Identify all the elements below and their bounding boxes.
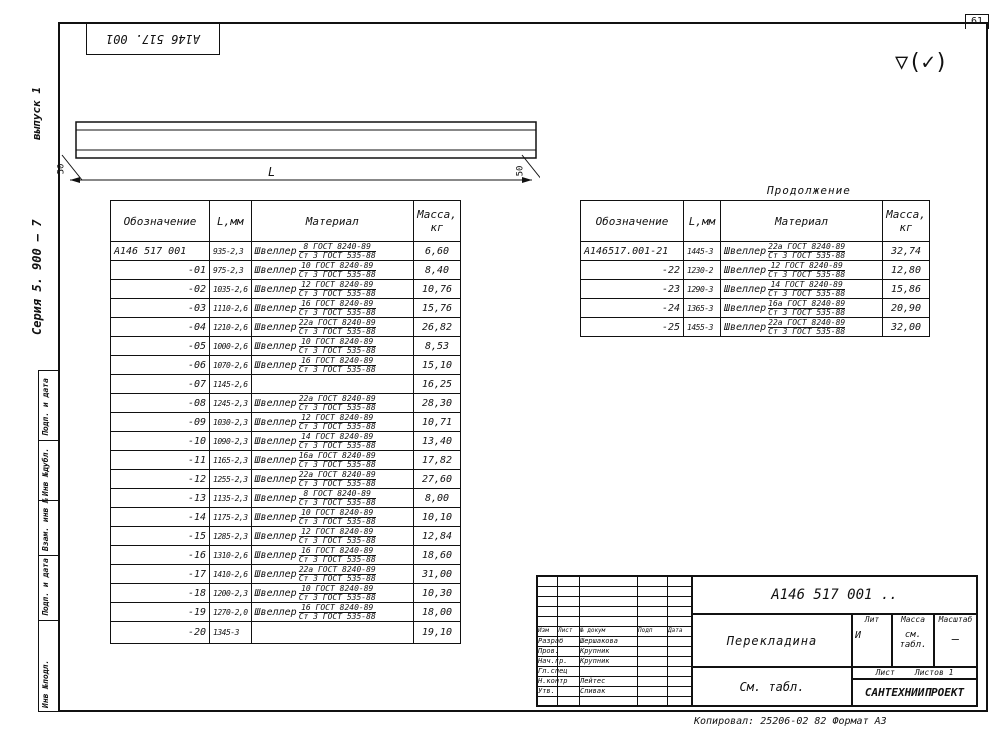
cell-length: 935-2,3 bbox=[210, 242, 252, 261]
cell-length: 1290-3 bbox=[684, 280, 721, 299]
table-row bbox=[111, 546, 461, 565]
cell-material: Швеллер $\frac{\text{22а ГОСТ 8240-89}}{\text{Ст 3 ГОСТ 535-88}}$ bbox=[251, 394, 413, 413]
cell-mass: 10,30 bbox=[414, 584, 461, 603]
cell-mass: 26,82 bbox=[414, 318, 461, 337]
cell-material: Швеллер $\frac{\text{10 ГОСТ 8240-89}}{\text{Ст 3 ГОСТ 535-88}}$ bbox=[251, 261, 413, 280]
table-row bbox=[111, 394, 461, 413]
cell-material: Швеллер $\frac{\text{10 ГОСТ 8240-89}}{\text{Ст 3 ГОСТ 535-88}}$ bbox=[251, 584, 413, 603]
cell-code: А146517.001-21 bbox=[581, 242, 684, 261]
spec-table-right bbox=[580, 200, 930, 337]
cell-mass: 10,10 bbox=[414, 508, 461, 527]
cell-material: Швеллер $\frac{\text{10 ГОСТ 8240-89}}{\text{Ст 3 ГОСТ 535-88}}$ bbox=[251, 337, 413, 356]
cell-mass: 18,00 bbox=[414, 603, 461, 622]
dim-arrow-right bbox=[522, 177, 532, 183]
cell-material: Швеллер $\frac{\text{14 ГОСТ 8240-89}}{\text{Ст 3 ГОСТ 535-88}}$ bbox=[721, 280, 883, 299]
cell-code: -15 bbox=[111, 527, 210, 546]
cell-material: Швеллер $\frac{\text{22а ГОСТ 8240-89}}{\text{Ст 3 ГОСТ 535-88}}$ bbox=[251, 470, 413, 489]
part-name: Перекладина bbox=[726, 633, 818, 648]
cell-material: Швеллер $\frac{\text{10 ГОСТ 8240-89}}{\text{Ст 3 ГОСТ 535-88}}$ bbox=[251, 508, 413, 527]
cell-length: 1110-2,6 bbox=[210, 299, 252, 318]
cell-mass: 18,60 bbox=[414, 546, 461, 565]
table-row bbox=[111, 622, 461, 644]
cell-mass: 15,86 bbox=[883, 280, 930, 299]
series-label: Серия 5. 900 – 7 bbox=[30, 219, 44, 335]
rev-header: Подп bbox=[638, 627, 653, 634]
cell-code: -10 bbox=[111, 432, 210, 451]
cell-mass: 32,74 bbox=[883, 242, 930, 261]
scale-cell bbox=[934, 614, 977, 667]
role-label: Н.контр bbox=[538, 677, 568, 685]
cell-mass: 31,00 bbox=[414, 565, 461, 584]
table-row bbox=[111, 318, 461, 337]
rev-grid-col bbox=[637, 576, 638, 706]
role-label: Разраб bbox=[538, 637, 564, 645]
table-row bbox=[111, 489, 461, 508]
rev-grid-line bbox=[537, 696, 692, 697]
header-mass: Масса, кг bbox=[414, 201, 461, 242]
page-number: 61 bbox=[965, 14, 989, 29]
rev-grid-line bbox=[537, 686, 692, 687]
lit-value: И bbox=[855, 630, 862, 641]
copy-line: Копировал: 25206-02 82 Формат А3 bbox=[694, 716, 887, 727]
sheet-label: Лист bbox=[875, 668, 895, 677]
sheets-label: Листов 1 bbox=[914, 668, 954, 677]
cell-material: Швеллер $\frac{\text{16 ГОСТ 8240-89}}{\text{Ст 3 ГОСТ 535-88}}$ bbox=[251, 356, 413, 375]
mass-cell bbox=[892, 614, 934, 667]
header-code: Обозначение bbox=[111, 201, 210, 242]
cell-code: -01 bbox=[111, 261, 210, 280]
cell-mass: 12,84 bbox=[414, 527, 461, 546]
cell-length: 1030-2,3 bbox=[210, 413, 252, 432]
sidebar-divider bbox=[38, 500, 58, 501]
cell-length: 1270-2,0 bbox=[210, 603, 252, 622]
cell-code: -24 bbox=[581, 299, 684, 318]
table-row bbox=[111, 356, 461, 375]
org-name: САНТЕХНИИПРОЕКТ bbox=[864, 686, 965, 699]
cell-length: 1410-2,6 bbox=[210, 565, 252, 584]
sidebar-divider bbox=[38, 440, 58, 441]
cell-mass: 8,53 bbox=[414, 337, 461, 356]
cell-code: -25 bbox=[581, 318, 684, 337]
table-row bbox=[111, 603, 461, 622]
signer-name: Лейтес bbox=[580, 677, 606, 685]
table-row bbox=[581, 261, 930, 280]
scale-value: — bbox=[951, 632, 960, 646]
cell-material: Швеллер $\frac{\text{12 ГОСТ 8240-89}}{\text{Ст 3 ГОСТ 535-88}}$ bbox=[251, 280, 413, 299]
doc-code-cell bbox=[692, 576, 977, 614]
table-row bbox=[111, 508, 461, 527]
cell-code: -22 bbox=[581, 261, 684, 280]
cell-mass: 27,60 bbox=[414, 470, 461, 489]
cell-length: 1200-2,3 bbox=[210, 584, 252, 603]
cell-code: -16 bbox=[111, 546, 210, 565]
table-row bbox=[581, 280, 930, 299]
dim-arrow-left bbox=[70, 177, 80, 183]
sidebar-label: Подп. и дата bbox=[41, 378, 50, 436]
cell-material: Швеллер $\frac{\text{22а ГОСТ 8240-89}}{\text{Ст 3 ГОСТ 535-88}}$ bbox=[721, 318, 883, 337]
cell-length: 1285-2,3 bbox=[210, 527, 252, 546]
sidebar-divider bbox=[38, 370, 58, 371]
issue-label: выпуск 1 bbox=[30, 87, 43, 140]
inverted-stamp-text: А146 517. 001 bbox=[106, 32, 200, 46]
cell-length: 1070-2,6 bbox=[210, 356, 252, 375]
header-length: L,мм bbox=[210, 201, 252, 242]
header-material: Материал bbox=[251, 201, 413, 242]
cell-material: Швеллер $\frac{\text{16а ГОСТ 8240-89}}{\text{Ст 3 ГОСТ 535-88}}$ bbox=[251, 451, 413, 470]
cell-length: 1000-2,6 bbox=[210, 337, 252, 356]
table-row bbox=[111, 280, 461, 299]
cell-mass: 16,25 bbox=[414, 375, 461, 394]
cell-code: -08 bbox=[111, 394, 210, 413]
sheets-cell bbox=[852, 667, 977, 679]
cell-length: 1245-2,3 bbox=[210, 394, 252, 413]
rev-grid-line bbox=[537, 606, 692, 607]
cell-code: -20 bbox=[111, 622, 210, 644]
doc-code: А146 517 001 .. bbox=[771, 587, 898, 603]
sidebar-divider bbox=[38, 555, 58, 556]
cell-material bbox=[251, 622, 413, 644]
cell-length: 1365-3 bbox=[684, 299, 721, 318]
sidebar-label: Инв №дубл. bbox=[41, 447, 50, 496]
title-block bbox=[536, 575, 978, 707]
lit-cell bbox=[852, 614, 892, 667]
inverted-stamp bbox=[86, 24, 220, 55]
lit-label: Лит bbox=[864, 615, 880, 624]
cell-material: Швеллер $\frac{\text{22а ГОСТ 8240-89}}{\text{Ст 3 ГОСТ 535-88}}$ bbox=[251, 318, 413, 337]
cell-length: 1230-2 bbox=[684, 261, 721, 280]
cell-code: -04 bbox=[111, 318, 210, 337]
cell-mass: 15,76 bbox=[414, 299, 461, 318]
cell-mass: 13,40 bbox=[414, 432, 461, 451]
role-label: Гл.спец bbox=[538, 667, 568, 675]
cell-mass: 19,10 bbox=[414, 622, 461, 644]
cell-material bbox=[251, 375, 413, 394]
cell-code: -07 bbox=[111, 375, 210, 394]
cell-material: Швеллер $\frac{\text{8 ГОСТ 8240-89}}{\text{Ст 3 ГОСТ 535-88}}$ bbox=[251, 242, 413, 261]
beam-body bbox=[76, 122, 536, 158]
scale-label: Масштаб bbox=[938, 615, 973, 624]
header-material: Материал bbox=[721, 201, 883, 242]
mass-label: Масса bbox=[900, 615, 926, 624]
cell-code: -11 bbox=[111, 451, 210, 470]
table-row bbox=[111, 470, 461, 489]
rev-header: Изм bbox=[538, 627, 549, 634]
cell-material: Швеллер $\frac{\text{14 ГОСТ 8240-89}}{\text{Ст 3 ГОСТ 535-88}}$ bbox=[251, 432, 413, 451]
cell-material: Швеллер $\frac{\text{16 ГОСТ 8240-89}}{\text{Ст 3 ГОСТ 535-88}}$ bbox=[251, 603, 413, 622]
cell-length: 1255-2,3 bbox=[210, 470, 252, 489]
signer-name: Крупник bbox=[580, 647, 610, 655]
cell-code: -18 bbox=[111, 584, 210, 603]
rev-header: № докум bbox=[580, 627, 606, 634]
cell-length: 975-2,3 bbox=[210, 261, 252, 280]
cell-code: -12 bbox=[111, 470, 210, 489]
rev-grid-line bbox=[537, 646, 692, 647]
cell-length: 1090-2,3 bbox=[210, 432, 252, 451]
cell-length: 1175-2,3 bbox=[210, 508, 252, 527]
cell-mass: 32,00 bbox=[883, 318, 930, 337]
cell-material: Швеллер $\frac{\text{8 ГОСТ 8240-89}}{\text{Ст 3 ГОСТ 535-88}}$ bbox=[251, 489, 413, 508]
roughness-mark: ▽(✓) bbox=[895, 50, 948, 75]
cell-code: -17 bbox=[111, 565, 210, 584]
cell-mass: 10,71 bbox=[414, 413, 461, 432]
cell-material: Швеллер $\frac{\text{22а ГОСТ 8240-89}}{\text{Ст 3 ГОСТ 535-88}}$ bbox=[721, 242, 883, 261]
cell-material: Швеллер $\frac{\text{22а ГОСТ 8240-89}}{\text{Ст 3 ГОСТ 535-88}}$ bbox=[251, 565, 413, 584]
dimension-50-left: 50 bbox=[56, 163, 67, 175]
cell-mass: 10,76 bbox=[414, 280, 461, 299]
dimension-50-right: 50 bbox=[515, 165, 526, 177]
cell-mass: 8,00 bbox=[414, 489, 461, 508]
header-code: Обозначение bbox=[581, 201, 684, 242]
cell-material: Швеллер $\frac{\text{12 ГОСТ 8240-89}}{\text{Ст 3 ГОСТ 535-88}}$ bbox=[251, 527, 413, 546]
rev-grid-line bbox=[537, 586, 692, 587]
cell-length: 1455-3 bbox=[684, 318, 721, 337]
cell-length: 1445-3 bbox=[684, 242, 721, 261]
see-table: См. табл. bbox=[739, 679, 805, 694]
cell-code: -13 bbox=[111, 489, 210, 508]
rev-header: Дата bbox=[668, 627, 683, 634]
sidebar-label: Подп. и дата bbox=[41, 558, 50, 616]
org-cell bbox=[852, 679, 977, 706]
header-mass: Масса, кг bbox=[883, 201, 930, 242]
sidebar-divider bbox=[38, 620, 58, 621]
cell-code: А146 517 001 bbox=[111, 242, 210, 261]
cell-length: 1210-2,6 bbox=[210, 318, 252, 337]
beam-drawing bbox=[60, 110, 540, 190]
table-row bbox=[111, 242, 461, 261]
table-row bbox=[111, 375, 461, 394]
table-row bbox=[111, 527, 461, 546]
signer-name: Крупник bbox=[580, 657, 610, 665]
cell-mass: 6,60 bbox=[414, 242, 461, 261]
table-row bbox=[111, 565, 461, 584]
table-row bbox=[111, 299, 461, 318]
rev-grid-col bbox=[667, 576, 668, 706]
role-label: Утв. bbox=[538, 687, 555, 695]
table-row bbox=[581, 318, 930, 337]
sidebar-label: Взам. инв № bbox=[41, 498, 50, 551]
header-length: L,мм bbox=[684, 201, 721, 242]
table-row bbox=[581, 242, 930, 261]
spec-table-left bbox=[110, 200, 461, 644]
table-row bbox=[111, 261, 461, 280]
mass-value: см. табл. bbox=[899, 630, 927, 650]
cell-code: -06 bbox=[111, 356, 210, 375]
cell-code: -03 bbox=[111, 299, 210, 318]
rev-header: Лист bbox=[558, 627, 573, 634]
part-name-cell bbox=[692, 614, 852, 667]
signer-name: Шершакова bbox=[580, 637, 618, 645]
table-row bbox=[111, 451, 461, 470]
signer-name: Спивак bbox=[580, 687, 606, 695]
cell-code: -23 bbox=[581, 280, 684, 299]
continuation-label: Продолжение bbox=[767, 184, 851, 197]
table-row bbox=[111, 584, 461, 603]
table-row bbox=[111, 413, 461, 432]
cell-material: Швеллер $\frac{\text{16 ГОСТ 8240-89}}{\text{Ст 3 ГОСТ 535-88}}$ bbox=[251, 299, 413, 318]
cell-length: 1165-2,3 bbox=[210, 451, 252, 470]
role-label: Нач.гр. bbox=[538, 657, 568, 665]
cell-mass: 20,90 bbox=[883, 299, 930, 318]
cell-material: Швеллер $\frac{\text{12 ГОСТ 8240-89}}{\text{Ст 3 ГОСТ 535-88}}$ bbox=[721, 261, 883, 280]
rev-grid-line bbox=[537, 616, 692, 617]
cell-length: 1310-2,6 bbox=[210, 546, 252, 565]
cell-code: -05 bbox=[111, 337, 210, 356]
cell-mass: 12,80 bbox=[883, 261, 930, 280]
cell-length: 1035-2,6 bbox=[210, 280, 252, 299]
sidebar-label: Инв №подл. bbox=[41, 659, 50, 708]
cell-material: Швеллер $\frac{\text{16а ГОСТ 8240-89}}{\text{Ст 3 ГОСТ 535-88}}$ bbox=[721, 299, 883, 318]
cell-length: 1135-2,3 bbox=[210, 489, 252, 508]
role-label: Пров. bbox=[538, 647, 560, 655]
table-row bbox=[581, 299, 930, 318]
rev-grid-line bbox=[537, 596, 692, 597]
dimension-L: L bbox=[268, 165, 276, 179]
cell-code: -02 bbox=[111, 280, 210, 299]
see-table-cell bbox=[692, 667, 852, 706]
table-row bbox=[111, 337, 461, 356]
cell-material: Швеллер $\frac{\text{16 ГОСТ 8240-89}}{\text{Ст 3 ГОСТ 535-88}}$ bbox=[251, 546, 413, 565]
cell-length: 1145-2,6 bbox=[210, 375, 252, 394]
cell-code: -14 bbox=[111, 508, 210, 527]
table-row bbox=[111, 432, 461, 451]
cell-mass: 8,40 bbox=[414, 261, 461, 280]
cell-code: -09 bbox=[111, 413, 210, 432]
cell-length: 1345-3 bbox=[210, 622, 252, 644]
cell-mass: 15,10 bbox=[414, 356, 461, 375]
cell-mass: 28,30 bbox=[414, 394, 461, 413]
cell-mass: 17,82 bbox=[414, 451, 461, 470]
cell-code: -19 bbox=[111, 603, 210, 622]
cell-material: Швеллер $\frac{\text{12 ГОСТ 8240-89}}{\text{Ст 3 ГОСТ 535-88}}$ bbox=[251, 413, 413, 432]
